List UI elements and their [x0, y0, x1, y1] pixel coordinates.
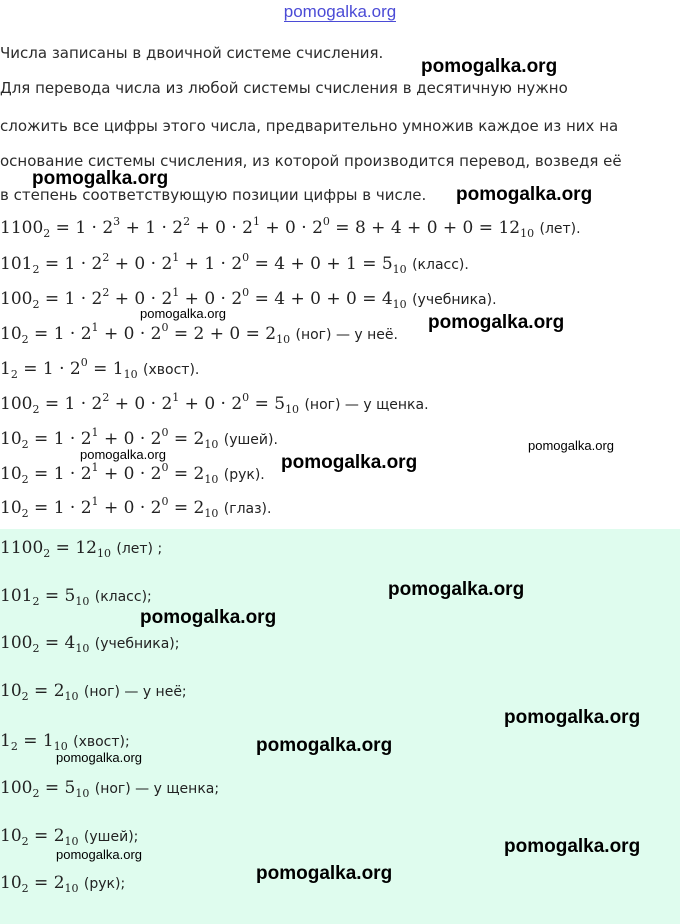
exponent: 1 — [91, 495, 99, 508]
exponent: 0 — [161, 461, 169, 474]
answer-line — [0, 586, 152, 606]
formula-math: $100_2 = 1 \cdot 2^2 + 0 \cdot 2^1 + 0 \cdot 2^0 = 5_{10}$ — [0, 391, 300, 416]
base-subscript: 10 — [75, 642, 90, 655]
base-subscript: 2 — [32, 263, 40, 276]
watermark: pomogalka.org — [80, 447, 166, 462]
formula-math: $10_2 = 1 \cdot 2^1 + 0 \cdot 2^0 = 2_{10}$ — [0, 495, 219, 520]
formula-line — [0, 426, 278, 451]
watermark: pomogalka.org — [256, 735, 393, 756]
exponent: 2 — [102, 391, 110, 404]
base-subscript: 10 — [276, 333, 291, 346]
exponent: 0 — [80, 356, 88, 369]
answer-line — [0, 778, 219, 798]
base-subscript: 10 — [96, 547, 111, 560]
formula-line — [0, 391, 429, 416]
formula-word: (хвост). — [143, 362, 200, 378]
base-subscript: 10 — [64, 835, 79, 848]
explanation-line: в степень соответствующую позиции цифры в числе. — [0, 186, 427, 204]
exponent: 1 — [172, 391, 180, 404]
exponent: 1 — [172, 286, 180, 299]
formula-line — [0, 321, 398, 346]
base-subscript: 2 — [21, 438, 29, 451]
exponent: 1 — [252, 215, 260, 228]
answer-math: $1100_2 = 12_{10}$ — [0, 538, 111, 560]
watermark: pomogalka.org — [428, 312, 565, 333]
base-subscript: 2 — [43, 547, 51, 560]
explanation-line: основание системы счисления, из которой производится перевод, возведя её — [0, 152, 622, 170]
base-subscript: 10 — [123, 368, 138, 381]
answer-word: (рук); — [83, 876, 126, 892]
answer-line — [0, 873, 125, 893]
formula-line — [0, 215, 581, 240]
formula-word: (класс). — [412, 257, 469, 273]
base-subscript: 10 — [75, 787, 90, 800]
base-subscript: 10 — [520, 227, 535, 240]
watermark: pomogalka.org — [140, 306, 226, 321]
answer-math: $101_2 = 5_{10}$ — [0, 586, 90, 608]
formula-word: (ног) — у неё. — [295, 327, 398, 343]
formula-math: $1100_2 = 1 \cdot 2^3 + 1 \cdot 2^2 + 0 \cdot 2^1 + 0 \cdot 2^0 = 8 + 4 + 0 + 0 = 12_{10}$ — [0, 215, 535, 240]
base-subscript: 10 — [64, 882, 79, 895]
exponent: 2 — [102, 286, 110, 299]
formula-word: (глаз). — [223, 501, 272, 517]
exponent: 2 — [102, 251, 110, 264]
watermark: pomogalka.org — [56, 847, 142, 862]
watermark: pomogalka.org — [140, 607, 277, 628]
watermark: pomogalka.org — [256, 863, 393, 884]
base-subscript: 10 — [204, 473, 219, 486]
answer-line — [0, 681, 187, 701]
answer-math: $10_2 = 2_{10}$ — [0, 873, 79, 895]
exponent: 0 — [161, 495, 169, 508]
exponent: 1 — [91, 426, 99, 439]
base-subscript: 2 — [10, 368, 18, 381]
base-subscript: 2 — [21, 835, 29, 848]
exponent: 1 — [91, 461, 99, 474]
site-header-link[interactable]: pomogalka.org — [283, 2, 397, 21]
formula-line — [0, 286, 497, 311]
base-subscript: 2 — [21, 690, 29, 703]
exponent: 0 — [161, 426, 169, 439]
watermark: pomogalka.org — [456, 184, 593, 205]
answer-line — [0, 826, 138, 846]
base-subscript: 2 — [43, 227, 51, 240]
formula-word: (рук). — [223, 467, 265, 483]
answer-word: (лет) ; — [116, 541, 163, 557]
formula-line — [0, 251, 469, 276]
watermark: pomogalka.org — [388, 579, 525, 600]
formula-line — [0, 356, 200, 381]
exponent: 0 — [322, 215, 330, 228]
watermark: pomogalka.org — [421, 56, 558, 77]
base-subscript: 2 — [32, 403, 40, 416]
formula-math: $1_2 = 1 \cdot 2^0 = 1_{10}$ — [0, 356, 138, 381]
base-subscript: 10 — [392, 298, 407, 311]
answer-math: $10_2 = 2_{10}$ — [0, 681, 79, 703]
base-subscript: 2 — [21, 507, 29, 520]
formula-word: (лет). — [539, 221, 581, 237]
formula-math: $10_2 = 1 \cdot 2^1 + 0 \cdot 2^0 = 2 + 0 = 2_{10}$ — [0, 321, 291, 346]
exponent: 1 — [172, 251, 180, 264]
base-subscript: 10 — [392, 263, 407, 276]
answer-math: $10_2 = 2_{10}$ — [0, 826, 79, 848]
formula-math: $10_2 = 1 \cdot 2^1 + 0 \cdot 2^0 = 2_{10}$ — [0, 426, 219, 451]
answer-word: (учебника); — [94, 636, 180, 652]
answer-word: (ушей); — [83, 829, 139, 845]
base-subscript: 2 — [32, 642, 40, 655]
base-subscript: 2 — [32, 595, 40, 608]
exponent: 2 — [183, 215, 191, 228]
exponent: 0 — [242, 391, 250, 404]
base-subscript: 2 — [10, 740, 18, 753]
watermark: pomogalka.org — [504, 707, 641, 728]
base-subscript: 10 — [75, 595, 90, 608]
answer-math: $100_2 = 5_{10}$ — [0, 778, 90, 800]
exponent: 0 — [242, 251, 250, 264]
formula-word: (ног) — у щенка. — [304, 397, 429, 413]
explanation-line: сложить все цифры этого числа, предварительно умножив каждое из них на — [0, 117, 619, 135]
formula-math: $101_2 = 1 \cdot 2^2 + 0 \cdot 2^1 + 1 \cdot 2^0 = 4 + 0 + 1 = 5_{10}$ — [0, 251, 407, 276]
answer-word: (класс); — [94, 589, 152, 605]
formula-word: (ушей). — [223, 432, 278, 448]
site-header[interactable] — [0, 0, 680, 26]
exponent: 0 — [161, 321, 169, 334]
answer-math: $1_2 = 1_{10}$ — [0, 731, 68, 753]
watermark: pomogalka.org — [504, 836, 641, 857]
explanation-line: Для перевода числа из любой системы счисления в десятичную нужно — [0, 79, 568, 97]
base-subscript: 10 — [53, 740, 68, 753]
explanation-line: Числа записаны в двоичной системе счисления. — [0, 44, 384, 62]
base-subscript: 2 — [21, 333, 29, 346]
exponent: 0 — [242, 286, 250, 299]
answer-math: $100_2 = 4_{10}$ — [0, 633, 90, 655]
answer-word: (хвост); — [73, 734, 130, 750]
base-subscript: 10 — [64, 690, 79, 703]
exponent: 1 — [91, 321, 99, 334]
formula-math: $100_2 = 1 \cdot 2^2 + 0 \cdot 2^1 + 0 \cdot 2^0 = 4 + 0 + 0 = 4_{10}$ — [0, 286, 407, 311]
base-subscript: 2 — [32, 787, 40, 800]
exponent: 3 — [113, 215, 121, 228]
watermark: pomogalka.org — [56, 750, 142, 765]
formula-word: (учебника). — [412, 292, 497, 308]
answer-line — [0, 633, 179, 653]
base-subscript: 2 — [21, 882, 29, 895]
formula-math: $10_2 = 1 \cdot 2^1 + 0 \cdot 2^0 = 2_{10}$ — [0, 461, 219, 486]
watermark: pomogalka.org — [32, 168, 169, 189]
answer-word: (ног) — у неё; — [83, 684, 187, 700]
watermark: pomogalka.org — [528, 438, 614, 453]
base-subscript: 2 — [32, 298, 40, 311]
answer-line — [0, 731, 130, 751]
base-subscript: 10 — [285, 403, 300, 416]
base-subscript: 10 — [204, 507, 219, 520]
formula-line — [0, 495, 272, 520]
formula-line — [0, 461, 265, 486]
base-subscript: 2 — [21, 473, 29, 486]
watermark: pomogalka.org — [281, 452, 418, 473]
answer-line — [0, 538, 162, 558]
base-subscript: 10 — [204, 438, 219, 451]
answer-word: (ног) — у щенка; — [94, 781, 220, 797]
